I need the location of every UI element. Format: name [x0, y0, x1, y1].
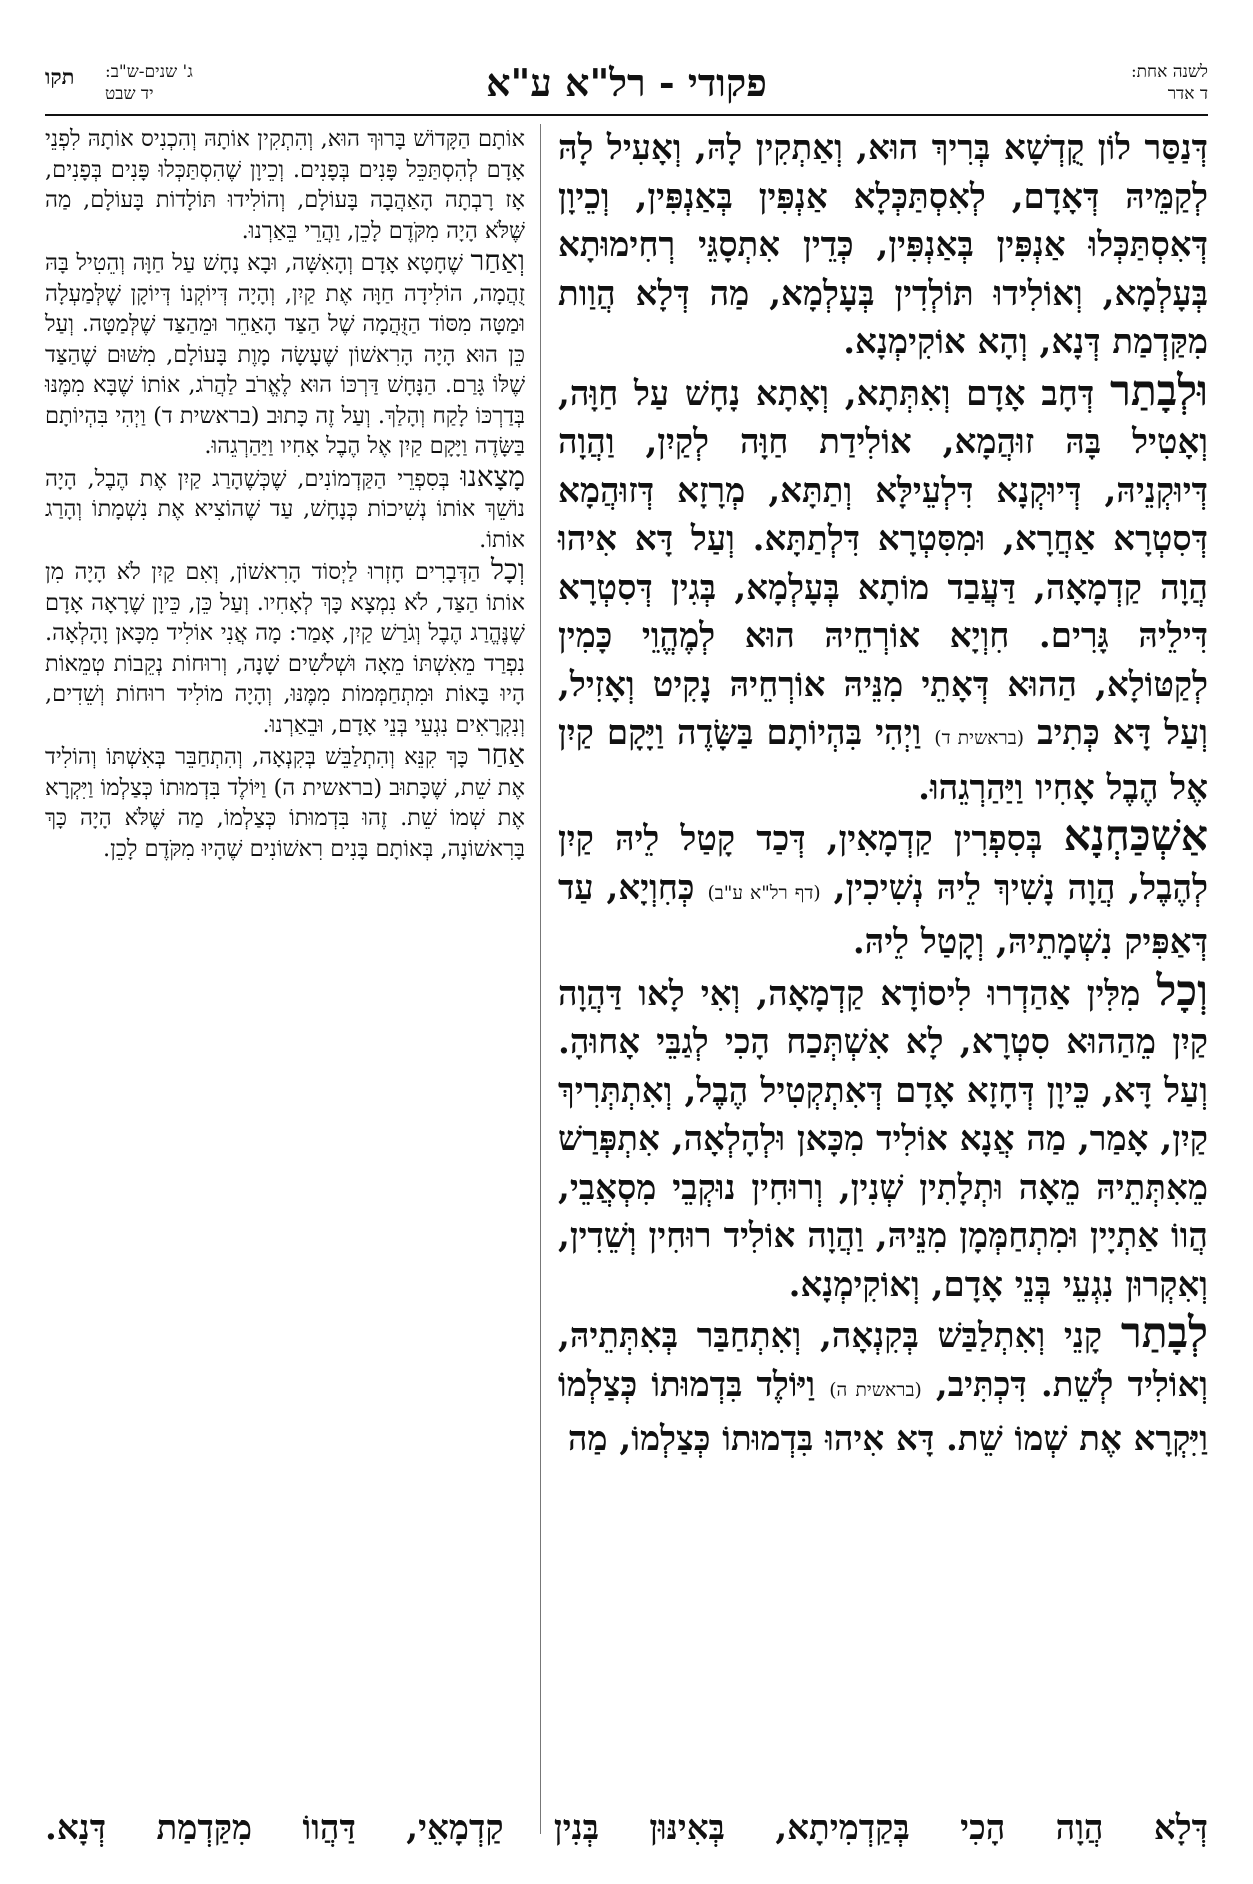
column-divider	[540, 124, 541, 1834]
translation-column	[45, 124, 525, 864]
translation-paragraph-text: שֶׁחָטָא אָדָם וְהָאִשָּׁה, וּבָא נָחָשׁ עַל חַוָּה וְהֵטִיל בָּהּ זֻהֲמָה, הוֹלִידָה חַוָּה אֶת קַיִן, וְהָיָה דְּיוֹקְנוֹ דְּיוֹקָן שֶׁלְּמַעְלָה וּמַטָּה מִסּוֹד הַזֻּהֲמָה שֶׁל הַצַּד הָאַחֵר וּמֵהַצַּד שֶׁלְּמַטָּה. וְעַל כֵּן הוּא הָיָה הָרִאשׁוֹן שֶׁעָשָׂה מָוֶת בָּעוֹלָם, מִשּׁוּם שֶׁהַצַּד שֶׁלּוֹ גָּרַם. הַנָּחָשׁ דַּרְכּוֹ הוּא לֶאֱרֹב לַהֲרֹג, אוֹתוֹ שֶׁבָּא מִמֶּנּוּ בְּדַרְכּוֹ לָקַח וְהָלַךְ. וְעַל זֶה כָּתוּב (בראשית ד) וַיְהִי בִּהְיוֹתָם בַּשָּׂדֶה וַיָּקָם קַיִן אֶל הֶבֶל אָחִיו וַיַּהַרְגֵהוּ.	[45, 250, 525, 459]
main-text-final-line: דְּלָא הֲוָה הָכִי בְּקַדְמִיתָא, בְּאִינּוּן בְּנִין קַדְמָאֵי, דַּהֲווֹ מִקַּדְמַת דְּנָא.	[45, 1808, 1208, 1848]
main-paragraph	[558, 812, 1208, 967]
schedule-three-years-label: ג' שנים-ש"ב:	[105, 62, 193, 82]
verse-reference: (בראשית ד)	[934, 728, 1025, 749]
verse-reference: (בראשית ה)	[829, 1379, 922, 1401]
translation-paragraph	[45, 246, 525, 462]
paragraph-opener: אַחַר	[477, 738, 525, 771]
paragraph-opener: וְאַחַר	[470, 244, 525, 277]
main-paragraph-text: וַיּוֹלֶד בִּדְמוּתוֹ כְּצַלְמוֹ וַיִּקְרָא אֶת שְׁמוֹ שֵׁת. דָּא אִיהוּ בִּדְמוּתוֹ כְּצַלְמוֹ, מַה	[558, 1364, 1208, 1459]
paragraph-opener: וְכָל	[1156, 965, 1208, 1016]
header-rule	[45, 114, 1208, 116]
folio-reference: (דף רל"א ע"ב)	[707, 882, 821, 904]
main-paragraph-text: דְּנַסַּר לוֹן קֻדְשָׁא בְּרִיךְ הוּא, וְאַתְקִין לָהּ, וְאָעִיל לָהּ לְקַמֵּיהּ דְּאָדָם, לְאִסְתַּכְּלָא אַנְפִּין בְּאַנְפִּין, וְכֵיוָן דְּאִסְתַּכְּלוּ אַנְפִּין בְּאַנְפִּין, כְּדֵין אִתְסָגֵּי רְחִימוּתָא בְּעָלְמָא, וְאוֹלִידוּ תּוֹלְדִין בְּעָלְמָא, מַה דְּלָא הֲוַות מִקַּדְמַת דְּנָא, וְהָא אוֹקִימְנָא.	[558, 128, 1208, 362]
main-paragraph	[558, 967, 1208, 1310]
main-paragraph-text: כְּחִוְיָא, עַד דְּאַפִּיק נִשְׁמָתֵיהּ, וְקָטַל לֵיהּ.	[558, 867, 1208, 962]
main-paragraph	[558, 1309, 1208, 1464]
paragraph-opener: וְכָל	[490, 553, 525, 586]
translation-paragraph-text: הַדְּבָרִים חָזְרוּ לַיְסוֹד הָרִאשׁוֹן, וְאִם קַיִן לֹא הָיָה מִן אוֹתוֹ הַצַּד, לֹא נִמְצָא כָּךְ לְאָחִיו. וְעַל כֵּן, כֵּיוָן שֶׁרָאָה אָדָם שֶׁנֶּהֱרַג הֶבֶל וְגֹרַשׁ קַיִן, אָמַר: מָה אֲנִי אוֹלִיד מִכָּאן וָהָלְאָה. נִפְרַד מֵאִשְׁתּוֹ מֵאָה וּשְׁלֹשִׁים שָׁנָה, וְרוּחוֹת נְקֵבוֹת טְמֵאוֹת הָיוּ בָּאוֹת וּמִתְחַמְּמוֹת מִמֶּנּוּ, וְהָיָה מוֹלִיד רוּחוֹת וְשֵׁדִים, וְנִקְרָאִים נִגְעֵי בְּנֵי אָדָם, וּבֵאַרְנוּ.	[45, 559, 525, 738]
translation-paragraph-text: בְּסִפְרֵי הַקַּדְמוֹנִים, שֶׁכְּשֶׁהָרַג קַיִן אֶת הֶבֶל, הָיָה נוֹשֵׁךְ אוֹתוֹ נְשִׁיכוֹת כְּנָחָשׁ, עַד שֶׁהוֹצִיא אֶת נִשְׁמָתוֹ וְהָרַג אוֹתוֹ.	[45, 465, 525, 553]
translation-paragraph	[45, 459, 525, 556]
main-paragraph-text: בְּסִפְרִין קַדְמָאִין, דְּכַד קָטַל לֵיהּ קַיִן לְהֶבֶל, הֲוָה נָשִׁיךְ לֵיהּ נְשִׁיכִין,	[558, 819, 1208, 908]
translation-paragraph	[45, 555, 525, 740]
paragraph-opener: אַשְׁכַּחְנָא	[1063, 811, 1208, 861]
schedule-three-years-date: יד שבט	[105, 84, 154, 104]
translation-paragraph	[45, 124, 525, 246]
main-paragraph-text: קָנֵי וְאִתְלַבַּשׁ בְּקִנְאָה, וְאִתְחַבַּר בְּאִתְּתֵיהּ, וְאוֹלִיד לְשֵׁת. דִּכְתִּיב,	[558, 1316, 1208, 1405]
main-paragraph-text: מִלִּין אַהַדְרוּ לִיסוֹדָא קַדְמָאָה, וְאִי לָאו דַּהֲוָה קַיִן מֵהַהוּא סִטְרָא, לָא אִשְׁתְּכַח הָכִי לְגַבֵּי אָחוּהָ. וְעַל דָּא, כֵּיוָן דְּחָזָא אָדָם דְּאִתְקְטִיל הֶבֶל, וְאִתְתְּרִיךְ קַיִן, אָמַר, מַה אֲנָא אוֹלִיד מִכָּאן וּלְהָלְאָה, אִתְפְּרַשׁ מֵאִתְּתֵיהּ מֵאָה וּתְלָתִין שְׁנִין, וְרוּחִין נוּקְבֵי מִסְאֲבֵי, הֲווֹ אַתְיָין וּמִתְחַמְּמָן מִנֵּיהּ, וַהֲוָה אוֹלִיד רוּחִין וְשֵׁדִין, וְאִקְרוּן נִגְעֵי בְּנֵי אָדָם, וְאוֹקִימְנָא.	[558, 973, 1208, 1305]
main-paragraph	[558, 367, 1208, 813]
paragraph-opener: מָצָאנוּ	[460, 459, 525, 493]
page-header	[45, 60, 1208, 116]
page-number: תקו	[45, 64, 75, 89]
translation-paragraph	[45, 740, 525, 864]
main-paragraph-text: וַיְהִי בִּהְיוֹתָם בַּשָּׂדֶה וַיָּקָם קַיִן אֶל הֶבֶל אָחִיו וַיַּהַרְגֵהוּ.	[558, 713, 1208, 808]
translation-paragraph-text: כָּךְ קִנֵּא וְהִתְלַבֵּשׁ בְּקִנְאָה, וְהִתְחַבֵּר בְּאִשְׁתּוֹ וְהוֹלִיד אֶת שֵׁת, שֶׁכָּתוּב (בראשית ה) וַיּוֹלֶד בִּדְמוּתוֹ כְּצַלְמוֹ וַיִּקְרָא אֶת שְׁמוֹ שֵׁת. זֶהוּ בִּדְמוּתוֹ כְּצַלְמוֹ, מַה שֶּׁלֹּא הָיָה כָּךְ בָּרִאשׁוֹנָה, בְּאוֹתָם בָּנִים רִאשׁוֹנִים שֶׁהָיוּ מִקֹּדֶם לָכֵן.	[45, 744, 525, 862]
paragraph-opener: וּלְבָתַר	[1109, 365, 1208, 416]
main-paragraph	[558, 124, 1208, 367]
schedule-one-year-label: לשנה אחת:	[1130, 62, 1208, 82]
paragraph-opener: לְבָתַר	[1120, 1308, 1208, 1358]
page-title: פקודי - רל"א ע"א	[486, 60, 767, 105]
main-text-column	[558, 124, 1208, 1464]
main-paragraph-text: דְּחָב אָדָם וְאִתְּתָא, וְאָתָא נָחָשׁ עַל חַוָּה, וְאָטִיל בָּהּ זוּהֲמָא, אוֹלִידַת חַוָּה לְקַיִן, וַהֲוָה דְּיוּקְנֵיהּ, דְּיוּקְנָא דִּלְעֵילָּא וְתַתָּא, מְרָזָא דְּזוּהֲמָא דְּסִטְרָא אַחֲרָא, וּמִסִּטְרָא דִּלְתַתָּא. וְעַל דָּא אִיהוּ הֲוָה קַדְמָאָה, דַּעֲבַד מוֹתָא בְּעָלְמָא, בְּגִין דְּסִטְרָא דִּילֵיהּ גָּרִים. חִוְיָא אוֹרְחֵיהּ הוּא לְמֶהֱוֵי כָּמִין לְקַטּוֹלָא, הַהוּא דְּאָתֵי מִנֵּיהּ אוֹרְחֵיהּ נָקִיט וְאָזִיל, וְעַל דָּא כְּתִיב	[558, 373, 1209, 753]
translation-paragraph-text: אוֹתָם הַקָּדוֹשׁ בָּרוּךְ הוּא, וְהִתְקִין אוֹתָהּ וְהִכְנִיס אוֹתָהּ לִפְנֵי אָדָם לְהִסְתַּכֵּל פָּנִים בְּפָנִים. וְכֵיוָן שֶׁהִסְתַּכְּלוּ פָּנִים בְּפָנִים, אָז רָבְתָה הָאַהֲבָה בָּעוֹלָם, וְהוֹלִידוּ תּוֹלָדוֹת בָּעוֹלָם, מַה שֶּׁלֹּא הָיָה מִקֹּדֶם לָכֵן, וַהֲרֵי בֵּאַרְנוּ.	[45, 126, 525, 244]
schedule-one-year-date: ד אדר	[1167, 84, 1208, 104]
